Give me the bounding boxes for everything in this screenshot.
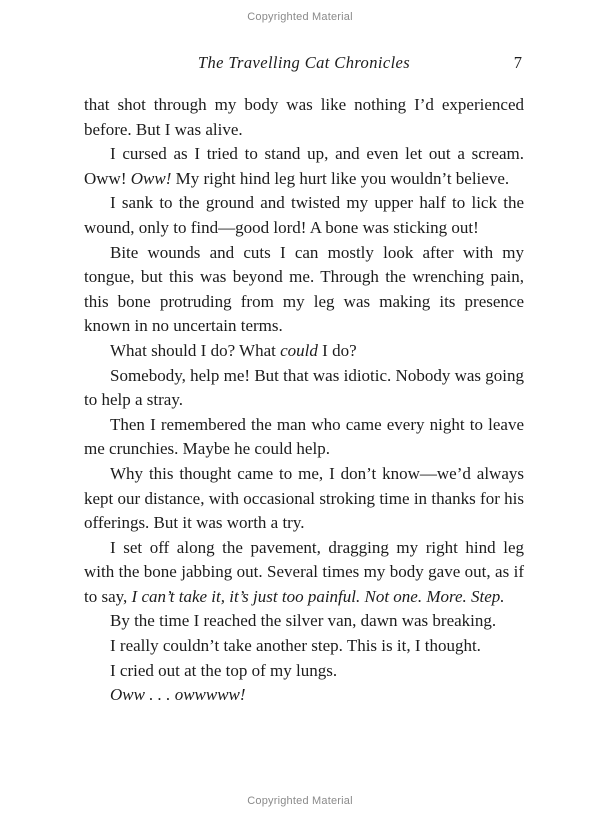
italic-text-segment: Oww . . . owwwww! [110,685,246,705]
page-number: 7 [513,53,522,72]
text-segment: Bite wounds and cuts I can mostly look after with my tongue, but this was beyond me. Through the wrenching pain, this bone protruding from my leg was making its presence known in no uncertain terms. [84,242,524,336]
text-segment: I sank to the ground and twisted my upper half to lick the wound, only to find—good lord! A bone was sticking out! [84,193,524,237]
text-segment: I really couldn’t take another step. This is it, I thought. [110,636,481,656]
paragraph [84,191,524,240]
paragraph [84,142,524,191]
paragraph [84,609,524,634]
paragraph [84,339,524,364]
paragraph [84,462,524,536]
text-segment: My right hind leg hurt like you wouldn’t believe. [171,168,510,188]
text-segment: Why this thought came to me, I don’t know—we’d always kept our distance, with occasional stroking time in thanks for his offerings. But it was worth a try. [84,463,524,533]
paragraph [84,241,524,339]
italic-text-segment: I can’t take it, it’s just too painful. Not one. More. Step. [131,586,505,606]
italic-text-segment: Oww! [130,168,172,188]
copyright-notice-bottom: Copyrighted Material [247,795,353,807]
paragraph [84,364,524,413]
text-segment: I do? [317,340,357,360]
text-segment: I cursed as I tried to stand up, and even let out a scream. Oww! [84,144,524,188]
text-segment: I set off along the pavement, dragging my right hind leg with the bone jabbing out. Several times my body gave out, as if to say, [84,537,524,606]
paragraph [84,634,524,659]
paragraph [84,93,524,142]
paragraph [84,413,524,462]
paragraph [84,536,524,610]
body-text [84,93,524,708]
paragraph [84,659,524,684]
text-segment: By the time I reached the silver van, dawn was breaking. [110,611,497,631]
text-segment: What should I do? What [110,340,281,360]
running-title: The Travelling Cat Chronicles [197,53,411,72]
italic-text-segment: could [280,340,318,360]
text-segment: Then I remembered the man who came every night to leave me crunchies. Maybe he could help. [84,414,524,459]
copyright-notice-top: Copyrighted Material [247,11,353,23]
text-segment: I cried out at the top of my lungs. [110,660,338,680]
text-segment: Somebody, help me! But that was idiotic. Nobody was going to help a stray. [84,365,524,410]
text-segment: that shot through my body was like nothing I’d experienced before. But I was alive. [84,95,524,139]
paragraph [84,683,524,708]
page-header [84,53,524,75]
